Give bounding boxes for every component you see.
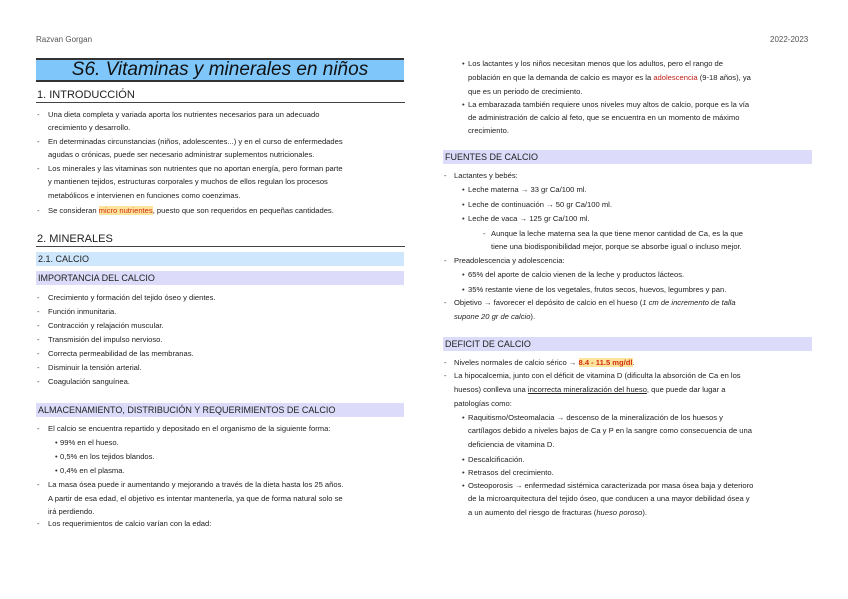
text-segment: cartílagos debido a niveles bajos de Ca y P en la sangre como consecuencia de una — [468, 426, 752, 435]
dash-icon: - — [37, 349, 40, 358]
right-text-line — [468, 440, 555, 450]
text-segment: Raquitismo/Osteomalacia → descenso de la mineralización de los huesos y — [468, 413, 723, 422]
left-text-line — [48, 494, 343, 504]
text-segment: Se consideran — [48, 206, 99, 215]
text-segment: La masa ósea puede ir aumentando y mejorando a través de la dieta hasta los 25 años. — [48, 480, 344, 489]
highlighted-text: 8.4 - 11.5 mg/dl — [578, 358, 633, 367]
left-text-line — [48, 110, 319, 120]
text-segment: Lactantes y bebés: — [454, 171, 518, 180]
text-segment: A partir de esa edad, el objetivo es intentar mantenerla, ya que de forma natural solo se — [48, 494, 343, 503]
right-text-line — [454, 171, 518, 181]
text-segment: hueso poroso — [596, 508, 643, 517]
text-segment: Función inmunitaria. — [48, 307, 117, 316]
text-segment: Leche materna → 33 gr Ca/100 ml. — [468, 185, 587, 194]
text-segment: supone 20 gr de calcio — [454, 312, 531, 321]
dash-icon: - — [444, 256, 447, 265]
text-segment: . — [632, 358, 635, 367]
text-segment: ). — [642, 508, 647, 517]
text-segment: agudas o crónicas, puede ser necesario administrar suplementos nutricionales. — [48, 150, 315, 159]
dash-icon: - — [444, 358, 447, 367]
bullet-icon: • — [55, 452, 58, 461]
bullet-icon: • — [462, 481, 465, 490]
dash-icon: - — [37, 206, 40, 215]
text-segment: ). — [530, 312, 536, 321]
bullet-icon: • — [462, 100, 465, 109]
dash-icon: - — [37, 110, 40, 119]
left-text-line — [60, 438, 119, 448]
dash-icon: - — [444, 171, 447, 180]
dash-icon: - — [483, 229, 486, 238]
right-text-line — [454, 312, 535, 322]
text-segment: Los requerimientos de calcio varían con la edad: — [48, 519, 212, 528]
text-segment: deficiencia de vitamina D. — [468, 440, 555, 449]
text-segment: Los minerales y las vitaminas son nutrientes que no aportan energía, pero forman parte — [48, 164, 343, 173]
page-title: S6. Vitaminas y minerales en niños — [36, 58, 404, 82]
right-text-line — [454, 385, 725, 395]
text-segment: Osteoporosis → enfermedad sistémica caracterizada por masa ósea baja y deterioro — [468, 481, 754, 490]
text-segment: de administración de calcio al feto, que se encuentra en un momento de máximo — [468, 113, 740, 122]
right-text-line — [491, 229, 743, 239]
text-segment: crecimiento y desarrollo. — [48, 123, 131, 132]
text-segment: a un aumento del riesgo de fracturas ( — [468, 508, 597, 517]
text-segment: Transmisión del impulso nervioso. — [48, 335, 163, 344]
subsection-calcio: 2.1. CALCIO — [36, 252, 404, 266]
text-segment: tiene una biodisponibilidad mejor, porque se absorbe igual o incluso mejor. — [491, 242, 742, 251]
dash-icon: - — [37, 335, 40, 344]
left-text-line — [48, 519, 211, 529]
dash-icon: - — [37, 377, 40, 386]
text-segment: metabólicos e intervienen en funciones como coenzimas. — [48, 191, 241, 200]
text-segment: 65% del aporte de calcio vienen de la leche y productos lácteos. — [468, 270, 685, 279]
text-segment: que es un periodo de crecimiento. — [468, 87, 583, 96]
left-text-line — [48, 321, 164, 331]
text-segment: Coagulación sanguínea. — [48, 377, 130, 386]
bullet-icon: • — [55, 466, 58, 475]
right-text-line — [468, 426, 752, 436]
bullet-icon: • — [462, 455, 465, 464]
bullet-icon: • — [462, 214, 465, 223]
dash-icon: - — [37, 519, 40, 528]
right-text-line — [454, 298, 736, 308]
right-text-line — [468, 185, 587, 195]
bullet-icon: • — [462, 59, 465, 68]
dash-icon: - — [37, 137, 40, 146]
text-segment: La embarazada también requiere unos niveles muy altos de calcio, porque es la vía — [468, 100, 750, 109]
right-text-line — [468, 59, 723, 69]
text-segment: Niveles normales de calcio sérico → — [454, 358, 579, 367]
bullet-icon: • — [462, 413, 465, 422]
text-segment: irá perdiendo. — [48, 507, 95, 516]
dash-icon: - — [37, 363, 40, 372]
text-segment: La hipocalcemia, junto con el déficit de vitamina D (dificulta la absorción de Ca en los — [454, 371, 741, 380]
text-segment: Objetivo → favorecer el depósito de calcio en el hueso ( — [454, 298, 643, 307]
text-segment: El calcio se encuentra repartido y depositado en el organismo de la siguiente forma: — [48, 424, 331, 433]
dash-icon: - — [37, 424, 40, 433]
right-text-line — [491, 242, 742, 252]
text-segment: Preadolescencia y adolescencia: — [454, 256, 565, 265]
heading-deficit-calcio: DEFICIT DE CALCIO — [443, 337, 812, 351]
right-text-line — [468, 87, 582, 97]
left-text-line — [48, 335, 163, 345]
red-text: adolescencia — [653, 73, 698, 82]
section-heading-introduccion: 1. INTRODUCCIÓN — [36, 89, 405, 103]
text-segment: crecimiento. — [468, 126, 509, 135]
year-header: 2022-2023 — [770, 35, 809, 44]
bullet-icon: • — [462, 185, 465, 194]
text-segment: Una dieta completa y variada aporta los nutrientes necesarios para un adecuado — [48, 110, 320, 119]
left-text-line — [60, 452, 155, 462]
text-segment: 0,5% en los tejidos blandos. — [60, 452, 155, 461]
bullet-icon: • — [462, 200, 465, 209]
dash-icon: - — [37, 307, 40, 316]
left-text-line — [48, 206, 334, 216]
text-segment: Los lactantes y los niños necesitan menos que los adultos, pero el rango de — [468, 59, 723, 68]
right-text-line — [468, 508, 647, 518]
text-segment: Leche de continuación → 50 gr Ca/100 ml. — [468, 200, 612, 209]
left-text-line — [48, 191, 240, 201]
highlighted-text: micro nutrientes — [98, 206, 153, 215]
right-text-line — [468, 73, 751, 83]
text-segment: Leche de vaca → 125 gr Ca/100 ml. — [468, 214, 590, 223]
right-text-line — [468, 113, 739, 123]
right-text-line — [454, 256, 565, 266]
right-text-line — [468, 481, 753, 491]
dash-icon: - — [37, 480, 40, 489]
underlined-text: incorrecta mineralización del hueso — [527, 385, 647, 394]
left-text-line — [48, 507, 94, 517]
text-segment: de la microarquitectura del tejido óseo, que conducen a una mayor debilidad ósea y — [468, 494, 750, 503]
left-text-line — [48, 150, 314, 160]
text-segment: Contracción y relajación muscular. — [48, 321, 164, 330]
right-text-line — [468, 200, 612, 210]
heading-importancia-calcio: IMPORTANCIA DEL CALCIO — [36, 271, 404, 285]
text-segment: 1 cm de incremento de talla — [642, 298, 736, 307]
text-segment: Retrasos del crecimiento. — [468, 468, 554, 477]
left-text-line — [60, 466, 125, 476]
text-segment: Correcta permeabilidad de las membranas. — [48, 349, 194, 358]
right-text-line — [468, 468, 554, 478]
text-segment: Aunque la leche materna sea la que tiene menor cantidad de Ca, es la que — [491, 229, 744, 238]
section-heading-minerales: 2. MINERALES — [36, 233, 405, 247]
text-segment: 35% restante viene de los vegetales, frutos secos, huevos, legumbres y pan. — [468, 285, 727, 294]
bullet-icon: • — [462, 468, 465, 477]
left-text-line — [48, 293, 216, 303]
right-text-line — [468, 100, 749, 110]
left-text-line — [48, 307, 116, 317]
right-text-line — [468, 413, 723, 423]
heading-almacenamiento: ALMACENAMIENTO, DISTRIBUCIÓN Y REQUERIMIENTOS DE CALCIO — [36, 403, 404, 417]
text-segment: huesos) conlleva una — [454, 385, 528, 394]
left-text-line — [48, 177, 328, 187]
text-segment: 99% en el hueso. — [60, 438, 119, 447]
left-text-line — [48, 137, 343, 147]
left-text-line — [48, 480, 344, 490]
bullet-icon: • — [462, 270, 465, 279]
right-text-line — [454, 358, 635, 368]
left-text-line — [48, 377, 130, 387]
text-segment: patologías como: — [454, 399, 512, 408]
right-text-line — [468, 285, 726, 295]
right-text-line — [468, 494, 750, 504]
dash-icon: - — [37, 293, 40, 302]
text-segment: Crecimiento y formación del tejido óseo y dientes. — [48, 293, 216, 302]
left-text-line — [48, 363, 142, 373]
text-segment: y mantienen tejidos, estructuras corporales y muchos de ellos regulan los procesos — [48, 177, 328, 186]
left-text-line — [48, 123, 130, 133]
left-text-line — [48, 424, 330, 434]
left-text-line — [48, 164, 343, 174]
text-segment: (9-18 años), ya — [697, 73, 751, 82]
bullet-icon: • — [462, 285, 465, 294]
heading-fuentes-calcio: FUENTES DE CALCIO — [443, 150, 812, 164]
dash-icon: - — [444, 371, 447, 380]
text-segment: , que puede dar lugar a — [646, 385, 726, 394]
right-text-line — [468, 126, 509, 136]
dash-icon: - — [37, 321, 40, 330]
left-text-line — [48, 349, 194, 359]
right-text-line — [468, 214, 590, 224]
text-segment: 0,4% en el plasma. — [60, 466, 125, 475]
dash-icon: - — [37, 164, 40, 173]
text-segment: Descalcificación. — [468, 455, 525, 464]
author-header: Razvan Gorgan — [36, 35, 93, 44]
text-segment: Disminuir la tensión arterial. — [48, 363, 142, 372]
dash-icon: - — [444, 298, 447, 307]
right-text-line — [468, 270, 684, 280]
text-segment: población en que la demanda de calcio es mayor es la — [468, 73, 654, 82]
text-segment: En determinadas circunstancias (niños, adolescentes...) y en el curso de enfermedades — [48, 137, 343, 146]
right-text-line — [454, 399, 512, 409]
right-text-line — [468, 455, 525, 465]
text-segment: , puesto que son requeridos en pequeñas cantidades. — [152, 206, 334, 215]
bullet-icon: • — [55, 438, 58, 447]
right-text-line — [454, 371, 741, 381]
